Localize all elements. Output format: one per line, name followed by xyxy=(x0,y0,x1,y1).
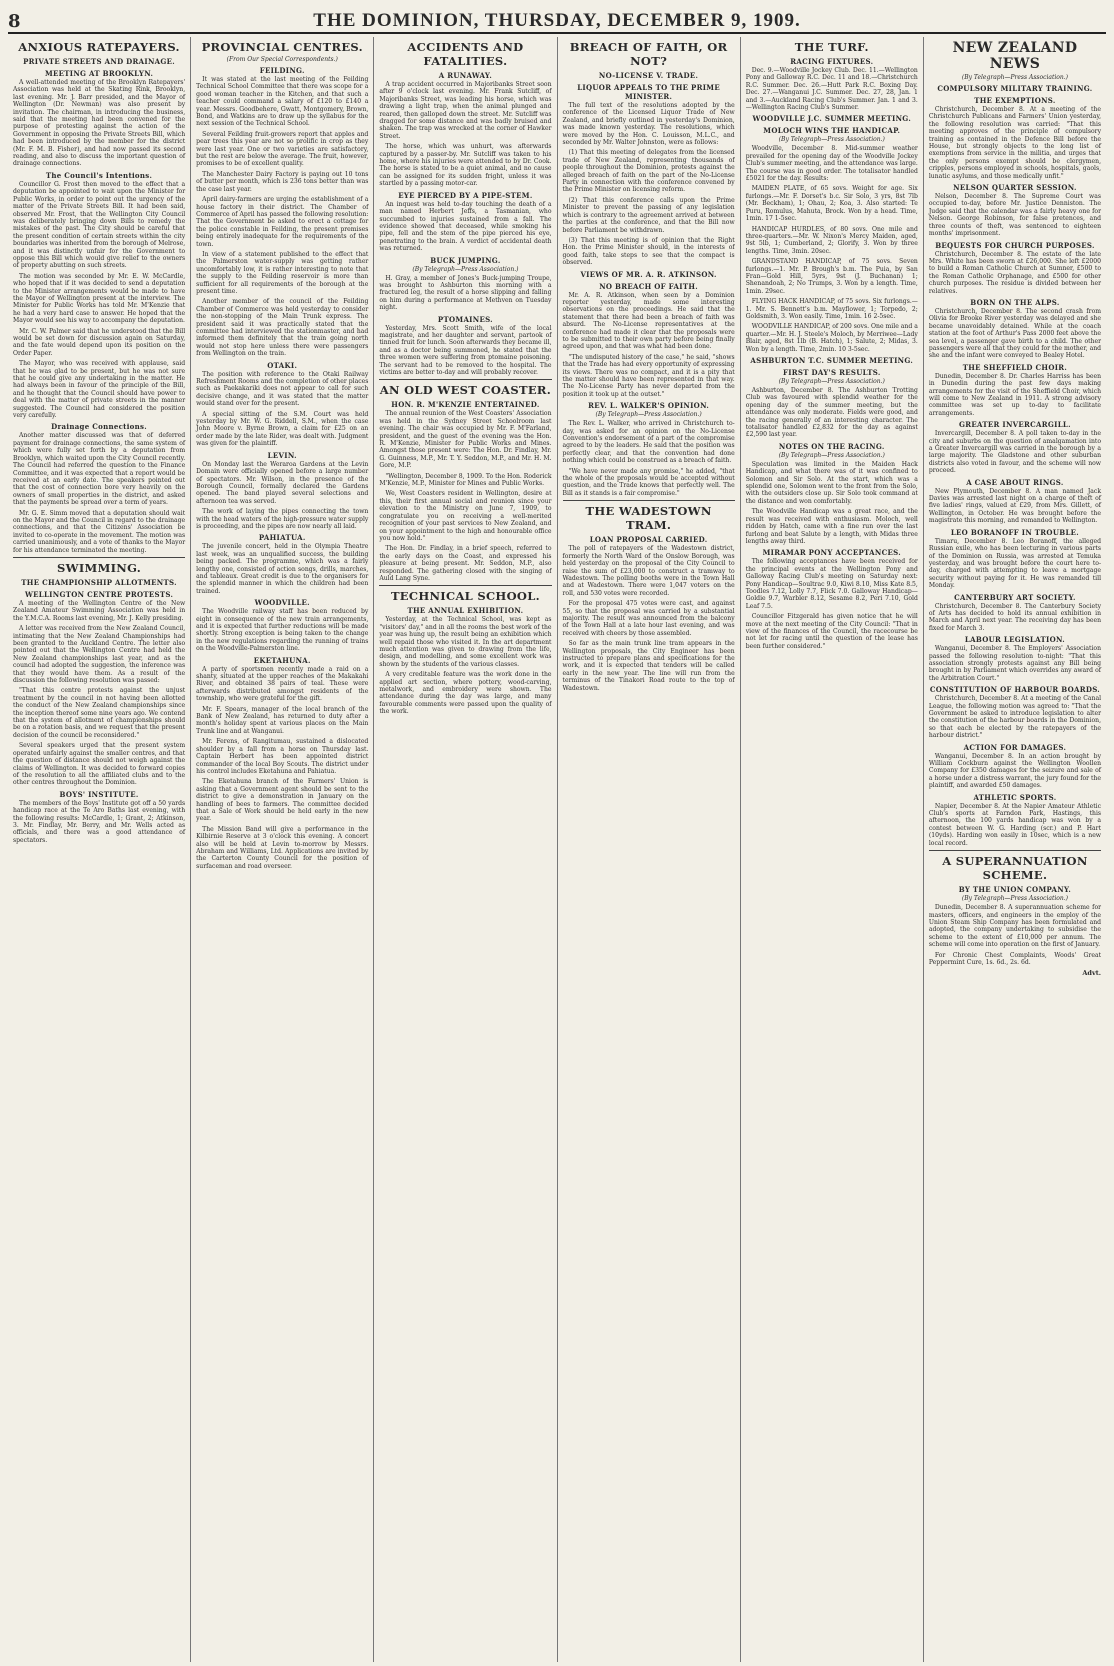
paragraph: We, West Coasters resident in Wellington, desire at this, their first annual social and reunion since your elevation to the Ministry on June 7, 1909, to congratulate you on receiving a well-merited recognition of your past services to New Zealand, and on your appointment to the high and honourable office you now hold." xyxy=(379,490,552,542)
subheading: BUCK JUMPING. xyxy=(430,255,501,265)
subheading: Drainage Connections. xyxy=(51,422,147,432)
paragraph: The annual reunion of the West Coasters' Association was held in the Sydney Street Schoolroom last evening. The chair was occupied by Mr. F. M'Farland, president, and the guest of the evening was the Hon. R. M'Kenzie, Minister for Public Works and Mines. Amongst those present were: The Hon. Dr. Findlay, Mr. G. Guinness, M.P., Mr. T. Y. Seddon, M.P., and Mr. H. M. Gore, M.P. xyxy=(379,410,552,470)
article-headline: THE TURF. xyxy=(794,40,869,54)
paragraph: "That this centre protests against the unjust treatment by the council in not having been allotted the conduct of the New Zealand championships since the inception thereof some nine years ago. We contend that the system of allotment of championships should be on a rotation basis, and we request that the present decision of the council be reconsidered." xyxy=(13,687,186,739)
paragraph: Speculation was limited in the Maiden Hack Handicap, and what there was of it was confined to Solomon and Sir Solo. At the start, which was a splendid one, Solomon went to the front from the Solo, with the outsiders close up. Sir Solo took command at the distance and won comfortably. xyxy=(745,460,918,505)
paragraph: The juvenile concert, held in the Olympia Theatre last week, was an unqualified success, the building being packed. The programme, which was a fairly lengthy one, consisted of action songs, drills, marches, and tableaux. Great credit is due to the organisers for the splendid manner in which the children had been trained. xyxy=(196,543,369,595)
paragraph: "Wellington, December 8, 1909. To the Hon. Roderick M'Kenzie, M.P., Minister for Mines and Public Works. xyxy=(379,472,552,488)
masthead xyxy=(8,6,1106,34)
paragraph: Another matter discussed was that of deferred payment for drainage connections, the same system of which were fully set forth by a deputation from Brooklyn, which waited upon the City Council recently. The Council had referred the question to the Finance Committee, and it was expected that a report would be received at an early date. The speakers pointed out that the cost of connection bore very heavily on the owners of small properties in the district, and asked that the payments be spread over a term of years. xyxy=(13,432,186,507)
paragraph: The Woodville Handicap was a great race, and the result was received with enthusiasm. Moloch, well ridden by Hatch, came with a fine run over the last furlong and beat Salute by a length, with Midas three lengths away third. xyxy=(745,508,918,545)
subheading: MIRAMAR PONY ACCEPTANCES. xyxy=(762,548,901,558)
paragraph: New Plymouth, December 8. A man named Jack Davies was arrested last night on a charge of theft of five ladies' rings, valued at £29, from Mrs. Gillett, of Wellington, in October. He was brought before the magistrate this morning, and remanded to Wellington. xyxy=(928,487,1102,525)
paragraph: The following acceptances have been received for the principal events at the Wellington Pony and Galloway Racing Club's meeting on Saturday next: Pony Handicap—Soultrac 9.0, Kiwi 8.10, Miss Kate 8.5, Toodles 7.12, Lolly 7.7, Flick 7.0. Galloway Handicap—Goldie 9.7, Warbler 8.12, Sesame 8.2, Peri 7.10, Gold Leaf 7.5. xyxy=(745,558,918,610)
paragraph: A meeting of the Wellington Centre of the New Zealand Amateur Swimming Association was held in the Y.M.C.A. Rooms last evening, Mr. J. Kelly presiding. xyxy=(13,599,186,622)
subheading: NO-LICENSE V. TRADE. xyxy=(598,71,699,80)
subheading: BORN ON THE ALPS. xyxy=(970,297,1060,307)
paragraph: GRANDSTAND HANDICAP, of 75 sovs. Seven furlongs.—1. Mr. P. Brough's b.m. The Puia, by San Fran—Gold Hill, 5yrs, 9st (J. Buchanan) 1; Shenandoah, 2; No Trumps, 3. Won by a length. Time, 1min. 29sec. xyxy=(745,258,918,295)
column-4 xyxy=(558,37,741,1662)
article-headline: ACCIDENTS AND FATALITIES. xyxy=(407,40,524,68)
paragraph: It was stated at the last meeting of the Feilding Technical School Committee that there was scope for a good woman teacher in the Kitchen, and that such a teacher could command a salary of £120 to £140 a year. Messrs. Goodbehere, Gwatt, Montgomery, Brown, Bond, and Watkins are to draw up the syllabus for the next session of the Technical School. xyxy=(196,76,369,128)
paragraph: Councillor Fitzgerald has given notice that he will move at the next meeting of the City Council: "That in view of the finances of the Council, the racecourse be not let for racing until the question of the lease has been further considered." xyxy=(745,613,918,650)
paragraph: The work of laying the pipes connecting the town with the head waters of the high-pressure water supply is proceeding, and the pipes are now nearly all laid. xyxy=(196,508,369,530)
section-divider xyxy=(563,500,735,501)
subheading: WELLINGTON CENTRE PROTESTS. xyxy=(24,589,174,599)
subheading: RACING FIXTURES. xyxy=(790,57,874,66)
paragraph: The poll of ratepayers of the Wadestown district, formerly the North Ward of the Onslow Borough, was held yesterday on the proposal of the City Council to raise the sum of £23,000 to construct a tramway to Wadestown. The polling booths were in the Town Hall and at Wadestown. There were 1,047 voters on the roll, and 530 votes were recorded. xyxy=(562,545,735,597)
paragraph: Timaru, December 8. Leo Boranoff, the alleged Russian exile, who has been lecturing in various parts of the Dominion on Russia, was arrested at Temuka yesterday, and was brought before the court here to-day, charged with attempting to leave a mortgage security without paying for it. He was remanded till Monday. xyxy=(928,537,1102,590)
byline: (By Telegraph—Press Association.) xyxy=(961,895,1069,903)
paragraph: A special sitting of the S.M. Court was held yesterday by Mr. W. G. Riddell, S.M., when the case John Moore v. Byrne Brown, a claim for £25 on an order made by the late Rider, was dealt with. Judgment was given for the plaintiff. xyxy=(196,410,369,448)
paragraph: Mr. F. Spears, manager of the local branch of the Bank of New Zealand, has returned to duty after a month's holiday spent at various places on the Main Trunk line and at Wanganui. xyxy=(196,705,369,735)
subheading: EYE PIERCED BY A PIPE-STEM. xyxy=(398,190,533,200)
subheading: CONSTITUTION OF HARBOUR BOARDS. xyxy=(929,685,1101,695)
paragraph: On Monday last the Weraroa Gardens at the Levin Domain were officially opened before a large number of spectators. Mr. Wilson, in the presence of the Borough Council, formally declared the Gardens opened. The band played several selections and afternoon tea was served. xyxy=(196,460,369,505)
article-headline: NEW ZEALAND NEWS xyxy=(952,40,1078,72)
subheading: THE ANNUAL EXHIBITION. xyxy=(407,606,524,616)
paragraph: A letter was received from the New Zealand Council, intimating that the New Zealand Championships had been granted to the Auckland Centre. The letter also pointed out that the Wellington Centre had held the New Zealand championships last year, and as the council had adopted the suggestion, the inference was that they would have them. As a result of the discussion the following resolution was passed: xyxy=(13,625,186,685)
paragraph: (2) That this conference calls upon the Prime Minister to prevent the passing of any legislation which is contrary to the agreement arrived at between the parties at the conference, and that the Bill now before Parliament be withdrawn. xyxy=(562,196,735,234)
subheading: HON. R. M'KENZIE ENTERTAINED. xyxy=(391,400,540,410)
paragraph: The motion was seconded by Mr. E. W. McCardle, who hoped that if it was decided to send a deputation to the Minister arrangements would be made to have the Mayor of Wellington present at the interview. The Minister for Public Works has told Mr. M'Kenzie that he had a very hard case to answer. He hoped that the Mayor would see his way to accompany the deputation. xyxy=(13,272,186,325)
paragraph: Yesterday, at the Technical School, was kept as "visitors' day," and in all the rooms the best work of the year was hung up, the result being an exhibition which well repaid those who visited it. In the art department much attention was given to drawing from the life, design, and modelling, and some excellent work was shown by the students of the various classes. xyxy=(379,616,552,668)
paragraph: The position with reference to the Otaki Railway Refreshment Rooms and the completion of other places such as Paekakariki does not appear to call for such decisive change, and it was stated that the matter would stand over for the present. xyxy=(196,370,369,408)
subheading: REV. L. WALKER'S OPINION. xyxy=(588,401,710,411)
section-divider xyxy=(13,557,185,558)
subheading: LEO BORANOFF IN TROUBLE. xyxy=(950,527,1080,537)
page-title: THE DOMINION, THURSDAY, DECEMBER 9, 1909. xyxy=(313,10,801,31)
column-1 xyxy=(8,37,191,1662)
byline: (By Telegraph—Press Association.) xyxy=(778,136,885,144)
article-headline: AN OLD WEST COASTER. xyxy=(379,383,552,398)
subheading: PAHIATUA. xyxy=(258,533,306,543)
subheading: WOODVILLE J.C. SUMMER MEETING. xyxy=(752,114,912,124)
paragraph: Woodville, December 8. Mid-summer weather prevailed for the opening day of the Woodville Jockey Club's summer meeting, and the attendance was large. The course was in good order. The totalisator handled £5021 for the day. Results: xyxy=(745,145,918,183)
paragraph: (1) That this meeting of delegates from the licensed trade of New Zealand, representing thousands of people throughout the Dominion, protests against the alleged breach of faith on the part of the No-License Party in connection with the conference convened by the Prime Minister on licensing reform. xyxy=(562,149,735,194)
column-5 xyxy=(741,37,924,1662)
paragraph: MAIDEN PLATE, of 65 sovs. Weight for age. Six furlongs.—Mr. F. Dorset's b.c. Sir Solo, 3 yrs, 8st 7lb (Mr. Beckham), 1; Ohau, 2; Koa, 3. Also started: Te Puru, Romulus, Mahuta, Brock. Won by a head. Time, 1min. 17 1-5sec. xyxy=(745,185,918,223)
paragraph: In view of a statement published to the effect that the Palmerston water-supply was getting rather uncomfortably low, it is rather interesting to note that the supply to the Feilding reservoir is more than sufficient for all requirements of the borough at the present time. xyxy=(196,250,369,295)
paragraph: "The undisputed history of the case," he said, "shows that the Trade has had every opportunity of expressing its views. There was no compact, and it is a pity that the matter should have been represented in that way. The No-License Party has never departed from the position it took up at the outset." xyxy=(562,353,735,398)
page-number: 8 xyxy=(8,11,21,32)
byline: (By Telegraph—Press Association.) xyxy=(778,451,885,459)
subheading: LEVIN. xyxy=(267,450,297,460)
paragraph: Councillor G. Frost then moved to the effect that a deputation be appointed to wait upon the Minister for Public Works, in order to point out the urgency of the matter of the Private Streets Bill. It had been said, observed Mr. Frost, that the Wellington City Council was deliberately bringing down Bills to remedy the mistakes of the past. The City should be careful that the present condition of certain streets within the city boundaries was inherited from the borough of Melrose, and it was distinctly unfair for the Government to oppose this Bill which would give relief to the owners of property abutting on such streets. xyxy=(13,180,186,270)
subheading: ACTION FOR DAMAGES. xyxy=(963,742,1067,752)
article-headline: BREACH OF FAITH, OR NOT? xyxy=(569,40,728,68)
advert-tag: Advt. xyxy=(1082,969,1102,978)
section-divider xyxy=(929,850,1101,851)
paragraph: The Mayor, who was received with applause, said that he was glad to be present, but he was not sure that he could give any undertaking in the matter. He had always been in favour of the principle of the Bill, and he thought that the Council should have power to deal with the matter of private streets in the manner suggested. The Council had considered the position very carefully. xyxy=(13,360,186,420)
subheading: OTAKI. xyxy=(267,360,298,370)
paragraph: A party of sportsmen recently made a raid on a shanty, situated at the upper reaches of the Makakahi River, and obtained 38 pairs of teal. These were afterwards distributed amongst residents of the township, who were grateful for the gift. xyxy=(196,665,369,703)
paragraph: WOODVILLE HANDICAP, of 200 sovs. One mile and a quarter.—Mr. H. J. Steele's Moloch, by Merriwee—Lady Blair, aged, 8st 1lb (B. Hatch), 1; Salute, 2; Midas, 3. Won by a length. Time, 2min. 10 3-5sec. xyxy=(745,323,918,353)
subheading: GREATER INVERCARGILL. xyxy=(959,420,1071,430)
subheading: ATHLETIC SPORTS. xyxy=(973,792,1057,802)
paragraph: Dunedin, December 8. A superannuation scheme for masters, officers, and engineers in the employ of the Union Steam Ship Company has been formulated and adopted, the company undertaking to subsidise the scheme to the extent of £10,000 per annum. The scheme will come into operation on the first of January. xyxy=(928,904,1102,949)
subheading: BY THE UNION COMPANY. xyxy=(958,885,1072,895)
paragraph: The Manchester Dairy Factory is paying out 10 tons of butter per month, which is 236 tons better than was the case last year. xyxy=(196,170,369,193)
subheading: PRIVATE STREETS AND DRAINAGE. xyxy=(23,57,176,66)
article-headline: PROVINCIAL CENTRES. xyxy=(201,40,363,54)
paragraph: H. Gray, a member of Jones's Buck-jumping Troupe, was brought to Ashburton this morning with a fractured leg, the result of a horse slipping and falling on him during a performance at Methven on Tuesday night. xyxy=(379,274,552,312)
paragraph: The Mission Band will give a performance in the Kilbirnie Reserve at 3 o'clock this evening. A concert also will be held at Levin to-morrow by Messrs. Abraham and Williams, Ltd. Applications are invited by the Carterton County Council for the position of surfaceman and road overseer. xyxy=(196,825,369,870)
paragraph: Mr. G. E. Simm moved that a deputation should wait on the Mayor and the Council in regard to the drainage connections, and that the Citizens' Association be invited to co-operate in the movement. The motion was carried unanimously, and a vote of thanks to the Mayor for his attendance terminated the meeting. xyxy=(13,509,186,554)
paragraph: For the proposal 475 votes were cast, and against 55, so that the proposal was carried by a substantial majority. The result was announced from the balcony of the Town Hall at a late hour last evening, and was received with cheers by those assembled. xyxy=(562,600,735,637)
paragraph: HANDICAP HURDLES, of 80 sovs. One mile and three-quarters.—Mr. W. Nixon's Mercy Maiden, aged, 9st 5lb, 1; Cumberland, 2; Glorify, 3. Won by three lengths. Time, 3min. 20sec. xyxy=(745,225,918,255)
byline: (By Telegraph—Press Association.) xyxy=(595,411,702,419)
subheading: NOTES ON THE RACING. xyxy=(778,441,885,451)
paragraph: Christchurch, December 8. The Canterbury Society of Arts has decided to hold its annual exhibition in March and April next year. The receiving day has been fixed for March 3. xyxy=(928,602,1102,632)
subheading: FIRST DAY'S RESULTS. xyxy=(782,368,881,377)
paragraph: The Eketahuna branch of the Farmers' Union is asking that a Government agent should be sent to the district to give a demonstration in January on the handling of bees to farmers. The committee decided that a Sale of Work should be held early in the new year. xyxy=(196,778,369,823)
paragraph: FLYING HACK HANDICAP, of 75 sovs. Six furlongs.—1. Mr. S. Bennett's b.m. Mayflower, 1; Torpedo, 2; Goldsmith, 3. Won easily. Time, 1min. 16 2-5sec. xyxy=(745,298,918,320)
subheading: MEETING AT BROOKLYN. xyxy=(44,69,154,78)
paragraph: Dec. 9.—Woodville Jockey Club. Dec. 11.—Wellington Pony and Galloway R.C. Dec. 11 and 18.—Christchurch R.C. Summer. Dec. 26.—Hutt Park R.C. Boxing Day. Dec. 27.—Wanganui J.C. Summer. Dec. 27, 28, Jan. 1 and 3.—Auckland Racing Club's Summer. Jan. 1 and 3.—Wellington Racing Club's Summer. xyxy=(745,67,918,112)
paragraph: Christchurch, December 8. At a meeting of the Christchurch Publicans and Farmers' Union yesterday, the following resolution was carried: "That this meeting approves of the principle of compulsory training as contained in the Defence Bill before the House, but strongly objects to the long list of exemptions from service in the militia, and urges that the only persons exempt should be clergymen, cripples, persons employed in schools, hospitals, gaols, lunatic asylums, and those medically unfit." xyxy=(928,106,1102,180)
paragraph: Mr. Ferens, of Rangitumau, sustained a dislocated shoulder by a fall from a horse on Thursday last. Captain Herbert has been appointed district commander of the local Boy Scouts. The district under his control includes Eketahuna and Pahiatua. xyxy=(196,738,369,775)
subheading: ASHBURTON T.C. SUMMER MEETING. xyxy=(750,356,914,365)
subheading: LABOUR LEGISLATION. xyxy=(964,635,1065,645)
paragraph: So far as the main trunk line tram appears in the Wellington proposals, the City Engineer has been instructed to prepare plans and specifications for the work, and it is expected that tenders will be called early in the new year. The line will run from the terminus of the Tinakori Road route to the top of Wadestown. xyxy=(562,640,735,692)
subheading: FEILDING. xyxy=(259,66,305,75)
paragraph: A trap accident occurred in Majoribanks Street soon after 9 o'clock last evening. Mr. Frank Sutcliff, of Majoribanks Street, was leading his horse, which was drawing a light trap, when the animal plunged and reared, then galloped down the street. Mr. Sutcliff was dragged for some distance and was badly bruised and shaken. The trap was wrecked at the corner of Hawker Street. xyxy=(379,81,552,140)
subheading: THE SHEFFIELD CHOIR. xyxy=(962,362,1068,372)
subheading: NELSON QUARTER SESSION. xyxy=(953,183,1077,193)
subheading: PTOMAINES. xyxy=(437,314,493,324)
paragraph: Nelson, December 8. The Supreme Court was occupied to-day, before Mr. Justice Denniston. The Judge said that the calendar was a fairly heavy one for Nelson. George Robinson, for false pretences, and three counts of theft, was sentenced to eighteen months' imprisonment. xyxy=(928,193,1102,238)
section-divider xyxy=(379,379,551,380)
paragraph: The Woodville railway staff has been reduced by eight in consequence of the new train arrangements, and it is expected that further reductions will be made shortly. Strong exception is being taken to the change in the new regulations regarding the running of trains on the Woodville-Palmerston line. xyxy=(196,608,369,653)
column-6 xyxy=(924,37,1106,1662)
subheading: MOLOCH WINS THE HANDICAP. xyxy=(763,126,901,136)
subheading: LOAN PROPOSAL CARRIED. xyxy=(589,535,708,545)
paragraph: Invercargill, December 8. A poll taken to-day in the city and suburbs on the question of amalgamation into a Greater Invercargill was carried in the borough by a large majority. The Gladstone and other suburban districts also voted in favour, and the scheme will now proceed. xyxy=(928,430,1102,475)
article-headline: TECHNICAL SCHOOL. xyxy=(390,589,540,604)
subheading: WOODVILLE. xyxy=(254,598,310,608)
paragraph: The Rev. L. Walker, who arrived in Christchurch to-day, was asked for an opinion on the No-License Convention's endorsement of a part of the compromise agreed to by the leaders. He said that the position was perfectly clear, and that the convention had done nothing which could be construed as a breach of faith. xyxy=(562,420,735,465)
byline: (By Telegraph—Press Association.) xyxy=(778,378,885,385)
subheading: EKETAHUNA. xyxy=(253,655,311,665)
byline: (From Our Special Correspondents.) xyxy=(226,56,338,63)
paragraph: The horse, which was unhurt, was afterwards captured by a passer-by. Mr. Sutcliff was taken to his home, where his injuries were attended to by Dr. Cook. The horse is stated to be a quiet animal, and no cause can be assigned for its sudden fright, unless it was startled by a passing motor-car. xyxy=(379,143,552,188)
paragraph: Christchurch, December 8. The estate of the late Mrs. White has been sworn at £26,000. She left £2000 to build a Roman Catholic Church at Sumner, £500 to the Roman Catholic Orphanage, and £500 for other church purposes. The residue is divided between her relatives. xyxy=(928,250,1102,295)
paragraph: Mr. A. R. Atkinson, when seen by a Dominion reporter yesterday, made some interesting observations on the proceedings. He said that the statement that there had been a breach of faith was absurd. The No-License representatives at the conference had made it clear that the proposals were to be submitted to their own party before being finally agreed upon, and that was what had been done. xyxy=(562,291,735,351)
paragraph: Several Feilding fruit-growers report that apples and pear trees this year are not so prolific in crop as they were last year. One or two varieties are satisfactory, but the rest are below the average. The fruit, however, promises to be of excellent quality. xyxy=(196,130,369,168)
article-headline: SWIMMING. xyxy=(57,560,142,575)
column-3 xyxy=(374,37,557,1662)
paragraph: Another member of the council of the Feilding Chamber of Commerce was held yesterday to consider the non-stopping of the Main Trunk express. The president said it was practically stated that the committee had interviewed the stationmaster, and had informed them definitely that the train going north would not stop here unless there were passengers from Wellington on the train. xyxy=(196,298,369,358)
paragraph: The members of the Boys' Institute got off a 50 yards handicap race at the Te Aro Baths last evening, with the following results: McCardle, 1; Grant, 2; Atkinson, 3. Mr. Findlay, Mr. Berry, and Mr. Wells acted as officials, and there was a good attendance of spectators. xyxy=(13,799,186,844)
subheading: COMPULSORY MILITARY TRAINING. xyxy=(937,84,1093,93)
paragraph: A very creditable feature was the work done in the applied art section, where pottery, wood-carving, metalwork, and embroidery were shown. The attendance during the day was large, and many favourable comments were passed upon the quality of the work. xyxy=(379,671,552,716)
article-headline: ANXIOUS RATEPAYERS. xyxy=(18,40,180,54)
paragraph: The Hon. Dr. Findlay, in a brief speech, referred to the early days on the Coast, and expressed his pleasure at being present. Mr. Seddon, M.P., also responded. The gathering closed with the singing of Auld Lang Syne. xyxy=(379,545,552,582)
paragraph: Ashburton, December 8. The Ashburton Trotting Club was favoured with splendid weather for the opening day of the summer meeting, but the attendance was only moderate. Fields were good, and the racing generally of an interesting character. The totalisator handled £2,832 for the day as against £2,590 last year. xyxy=(745,387,918,439)
paragraph: Wanganui, December 8. In an action brought by William Cockburn against the Wellington Woollen Company for £350 damages for the seizure and sale of a horse under a distress warrant, the jury found for the plaintiff, and awarded £50 damages. xyxy=(928,752,1102,790)
paragraph: (3) That this meeting is of opinion that the Right Hon. the Prime Minister should, in the interests of good faith, take steps to see that the compact is observed. xyxy=(562,236,735,267)
subheading: THE EXEMPTIONS. xyxy=(974,96,1056,105)
subheading: BEQUESTS FOR CHURCH PURPOSES. xyxy=(935,240,1095,250)
paragraph: Christchurch, December 8. At a meeting of the Canal League, the following motion was agreed to: "That the Government be asked to introduce legislation to alter the constitution of the harbour boards in the Dominion, so that each be elected by the ratepayers of the harbour district." xyxy=(928,695,1102,740)
section-divider xyxy=(379,585,551,586)
article-headline: A SUPERANNUATION SCHEME. xyxy=(942,854,1088,883)
paragraph: An inquest was held to-day touching the death of a man named Herbert Jeffs, a Tasmanian, who succumbed to injuries sustained from a fall. The evidence showed that deceased, while smoking his pipe, fell and the stem of the pipe pierced his eye, penetrating to the brain. A verdict of accidental death was returned. xyxy=(379,200,552,253)
paragraph: April dairy-farmers are urging the establishment of a house factory in their district. The Chamber of Commerce of April has passed the following resolution: That the Government be asked to erect a cottage for the police constable in Feilding, the present premises being entirely inadequate for the requirements of the town. xyxy=(196,196,369,248)
paragraph: For Chronic Chest Complaints, Woods' Great Peppermint Cure, 1s. 6d., 2s. 6d. xyxy=(928,951,1102,966)
subheading: NO BREACH OF FAITH. xyxy=(599,281,698,291)
paragraph: Napier, December 8. At the Napier Amateur Athletic Club's sports at Farndon Park, Hastings, this afternoon, the 100 yards handicap was won by a contest between W. G. Harding (scr.) and P. Hart (10yds). Harding won easily in 10sec, which is a new local record. xyxy=(928,802,1102,847)
paragraph: Wanganui, December 8. The Employers' Association passed the following resolution to-night: "That this association strongly protests against any Bill being brought in by Parliament which overrides any award of the Arbitration Court." xyxy=(928,645,1102,682)
paragraph: Several speakers urged that the present system operated unfairly against the smaller centres, and that the question of distance should not weigh against the claims of Wellington. It was decided to forward copies of the resolution to all the affiliated clubs and to the other centres throughout the Dominion. xyxy=(13,742,186,787)
paragraph: The full text of the resolutions adopted by the conference of the Licensed Liquor Trade of New Zealand, and briefly outlined in yesterday's Dominion, was made known yesterday. The resolutions, which were moved by the Hon. C. Louisson, M.L.C., and seconded by Mr. Walter Johnston, were as follows: xyxy=(562,102,735,147)
paragraph: Dunedin, December 8. Dr. Charles Harriss has been in Dunedin during the past few days making arrangements for the visit of the Sheffield Choir, which will come to New Zealand in 1911. A strong advisory committee was set up to-day to facilitate arrangements. xyxy=(928,372,1102,417)
article-headline: THE WADESTOWN TRAM. xyxy=(585,504,712,533)
subheading: THE CHAMPIONSHIP ALLOTMENTS. xyxy=(21,577,177,587)
paragraph: A well-attended meeting of the Brooklyn Ratepayers' Association was held at the Skating Rink, Brooklyn, last evening. Mr. J. Barr presided, and the Mayor of Wellington (Dr. Newman) was also present by invitation. The chairman, in introducing the business, said that the meeting had been convened for the purpose of protesting against the action of the Government in opposing the Private Streets Bill, which had been introduced by the member for the district (Mr. F. M. B. Fisher), and had now passed its second reading, and also to discuss the important question of drainage connections. xyxy=(13,79,186,168)
columns xyxy=(8,37,1106,1662)
byline: (By Telegraph—Press Association.) xyxy=(412,265,519,273)
paragraph: Yesterday, Mrs. Scott Smith, wife of the local magistrate, and her daughter and servant, partook of tinned fruit for lunch. Soon afterwards they became ill, and as a doctor being summoned, he stated that the three women were suffering from ptomaine poisoning. The servant had to be removed to the hospital. The victims are better to-day and will probably recover. xyxy=(379,324,552,376)
subheading: A CASE ABOUT RINGS. xyxy=(966,477,1064,487)
paragraph: Christchurch, December 8. The second crash from Olivia for Brooke River yesterday was delayed and she became unavoidably detained. While at the coach station at the foot of Arthur's Pass 2000 feet above the sea level, a passenger gave birth to a child. The other passengers were all that they could for the mother, and she and the infant were conveyed to Bealey Hotel. xyxy=(928,307,1102,360)
subheading: A RUNAWAY. xyxy=(438,71,493,80)
subheading: CANTERBURY ART SOCIETY. xyxy=(954,592,1076,602)
subheading: LIQUOR APPEALS TO THE PRIME MINISTER. xyxy=(577,83,720,101)
paragraph: Mr. C. W. Palmer said that he understood that the Bill would be set down for discussion again on Saturday, and the fate would depend upon its position on the Order Paper. xyxy=(13,327,186,357)
column-2 xyxy=(191,37,374,1662)
subheading: BOYS' INSTITUTE. xyxy=(59,789,139,799)
subheading: The Council's Intentions. xyxy=(45,170,153,180)
paragraph: "We have never made any promise," he added, "that the whole of the proposals would be accepted without question, and the Trade knows that perfectly well. The Bill as it stands is a fair compromise." xyxy=(562,467,735,497)
subheading: VIEWS OF MR. A. R. ATKINSON. xyxy=(580,269,717,279)
byline: (By Telegraph—Press Association.) xyxy=(961,74,1069,81)
